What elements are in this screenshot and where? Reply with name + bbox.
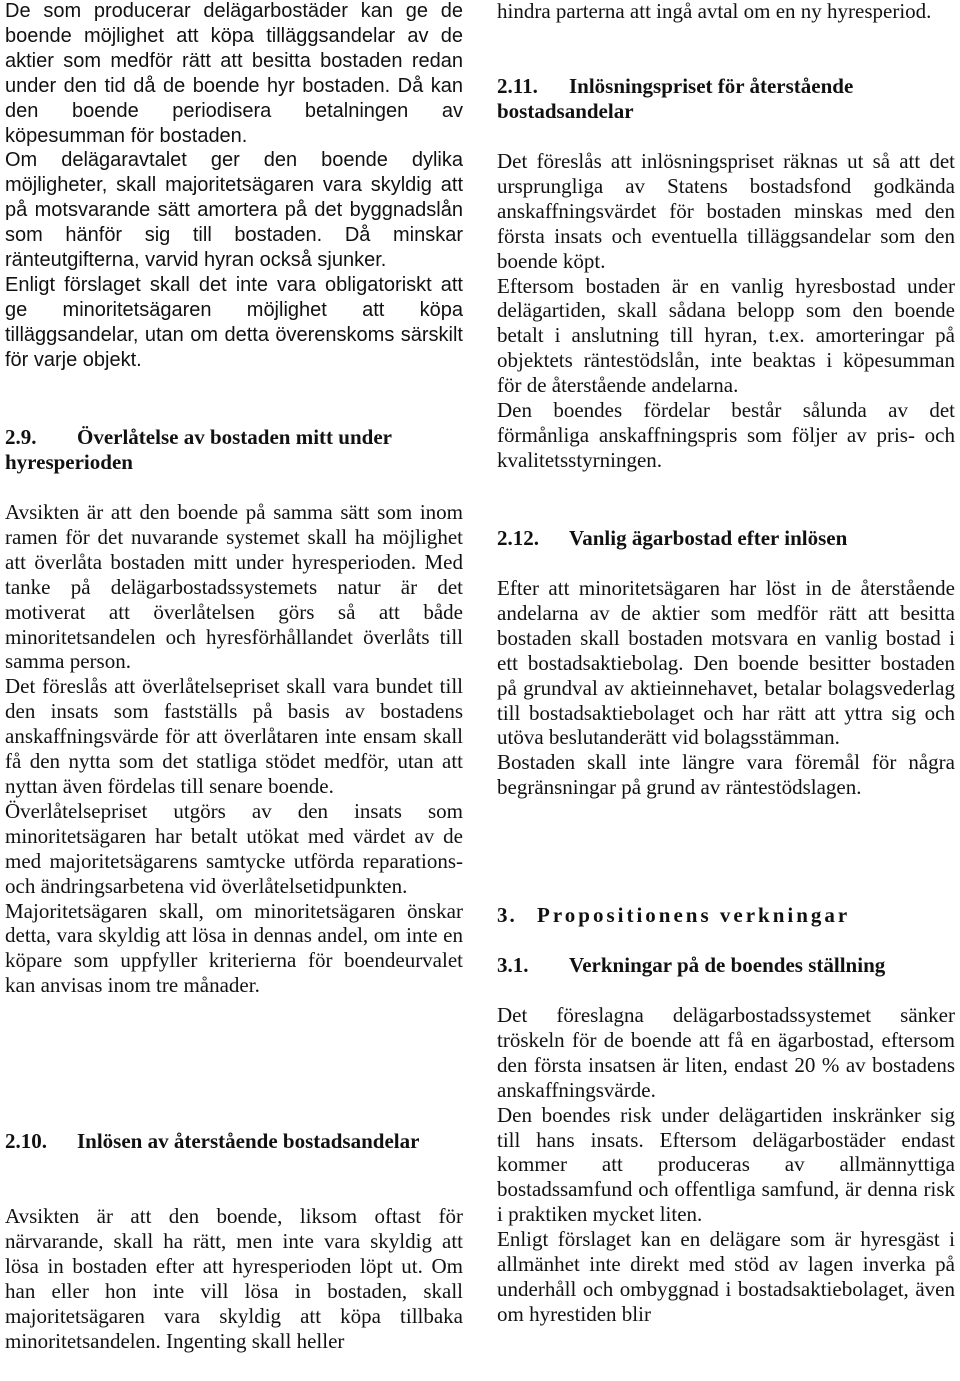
section-heading-2-12: [497, 526, 955, 551]
section-number: 3.1.: [497, 953, 529, 977]
section-number: 2.10.: [5, 1129, 47, 1153]
paragraph-intro: De som producerar delägarbostäder kan ge de boende möjlighet att köpa tilläggsandelar av de aktier som medför rätt att besitta bostaden redan under den tid då de boende hyr bostaden. Då kan den boende periodisera betalningen av köpesumman för bostaden.: [5, 0, 463, 147]
section-title: Verkningar på de boendes ställning: [569, 953, 886, 977]
section-heading-3-1: [497, 953, 955, 978]
section-title: Inlösningspriset för återstående bostadsandelar: [497, 74, 854, 123]
section-number: 3.: [497, 903, 517, 927]
paragraph-3-1-a: Det föreslagna delägarbostadssystemet sänker tröskeln för de boende att få en ägarbostad, eftersom den första insatsen är liten, endast 20 % av bostadens anskaffningsvärde.: [497, 1003, 955, 1102]
section-number: 2.12.: [497, 526, 539, 550]
paragraph-2-9-d: Majoritetsägaren skall, om minoritetsägaren önskar detta, vara skyldig att lösa in dennas andel, om inte en köpare som uppfyller kriterierna för boendeurvalet kan anvisas inom tre månader.: [5, 898, 463, 998]
paragraph-2-12-b: Bostaden skall inte längre vara föremål för några begränsningar på grund av räntestödslagen.: [497, 750, 955, 800]
paragraph-2-11-c: Den boendes fördelar består sålunda av det förmånliga anskaffningspris som följer av pris- och kvalitetsstyrningen.: [497, 398, 955, 472]
section-title: Vanlig ägarbostad efter inlösen: [569, 526, 848, 550]
section-heading-2-10: [5, 1129, 463, 1154]
paragraph-3-1-c: Enligt förslaget kan en delägare som är hyresgäst i allmänhet inte direkt med stöd av lagen inverka på underhåll och ombyggnad i bostadsaktiebolaget, även om hyrestiden blir: [497, 1227, 955, 1326]
section-heading-3: [497, 903, 955, 928]
paragraph-enligt: Enligt förslaget skall det inte vara obligatoriskt att ge minoritetsägaren möjlighet att köpa tilläggsandelar, utan om detta överenskoms särskilt för varje objekt.: [5, 273, 463, 371]
paragraph-3-1-b: Den boendes risk under delägartiden inskränker sig till hans insats. Eftersom delägarbostäder endast kommer att produceras av allmännyttiga bostadssamfund och offentliga samfund, är denna risk i praktiken mycket liten.: [497, 1102, 955, 1227]
section-title: Överlåtelse av bostaden mitt under hyresperioden: [5, 425, 392, 474]
paragraph-2-12-a: Efter att minoritetsägaren har löst in de återstående andelarna av de aktier som medför rätt att besitta bostaden skall bostaden motsvara en vanlig bostad i ett bostadsaktiebolag. Den boende besitter bostaden på grundval av aktieinnehavet, betalar bolagsvederlag till bostadsaktiebolaget och har rätt att yttra sig och utöva beslutanderätt vid bolagsstämman.: [497, 576, 955, 750]
paragraph-2-9-b: Det föreslås att överlåtelsepriset skall vara bundet till den insats som fastställs på basis av bostadens anskaffningsvärde för att överlåtaren inte ensam skall få den nytta som det statliga stödet medför, utan att nyttan även fördelas till senare boende.: [5, 674, 463, 798]
section-heading-2-9: [5, 425, 463, 475]
paragraph-amortera: Om delägaravtalet ger den boende dylika möjligheter, skall majoritetsägaren vara skyldig att på motsvarande sätt amortera på det byggnadslån som hänför sig till bostaden. Då minskar ränteutgifterna, varvid hyran också sjunker.: [5, 149, 463, 272]
section-number: 2.9.: [5, 425, 37, 449]
paragraph-2-10-a: Avsikten är att den boende, liksom oftast för närvarande, skall ha rätt, men inte vara skyldig att lösa in bostaden efter att hyresperioden löpt ut. Om han eller hon inte vill lösa in bostaden, skall majoritetsägaren vara skyldig att köpa tillbaka minoritetsandelen. Ingenting skall heller: [5, 1204, 463, 1353]
paragraph-continued: hindra parterna att ingå avtal om en ny hyresperiod.: [497, 0, 932, 23]
paragraph-2-11-b: Eftersom bostaden är en vanlig hyresbostad under delägartiden, skall sådana belopp som den boende betalt i anslutning till hyran, t.ex. amorteringar på objektets räntestödslån, inte beaktas i köpesumman för de återstående andelarna.: [497, 273, 955, 398]
paragraph-2-11-a: Det föreslås att inlösningspriset räknas ut så att det ursprungliga av Statens bostadsfond godkända anskaffningsvärdet för bostaden minskas med den första insats och eventuella tilläggsandelar som den boende köpt.: [497, 149, 955, 273]
paragraph-2-9-a: Avsikten är att den boende på samma sätt som inom ramen för det nuvarande systemet skall ha möjlighet att överlåta bostaden mitt under hyresperioden. Med tanke på delägarbostadssystemets natur är det motiverat att överlåtelsen görs så att både minoritetsandelen och hyresförhållandet överlåts till samma person.: [5, 500, 463, 674]
section-title: Propositionens verkningar: [537, 903, 851, 927]
section-title: Inlösen av återstående bostadsandelar: [77, 1129, 420, 1153]
section-number: 2.11.: [497, 74, 538, 98]
section-heading-2-11: [497, 74, 955, 124]
paragraph-2-9-c: Överlåtelsepriset utgörs av den insats som minoritetsägaren har betalt utökat med värdet av de med majoritetsägarens samtycke utförda reparations- och ändringsarbetena vid överlåtelsetidpunkten.: [5, 798, 463, 898]
